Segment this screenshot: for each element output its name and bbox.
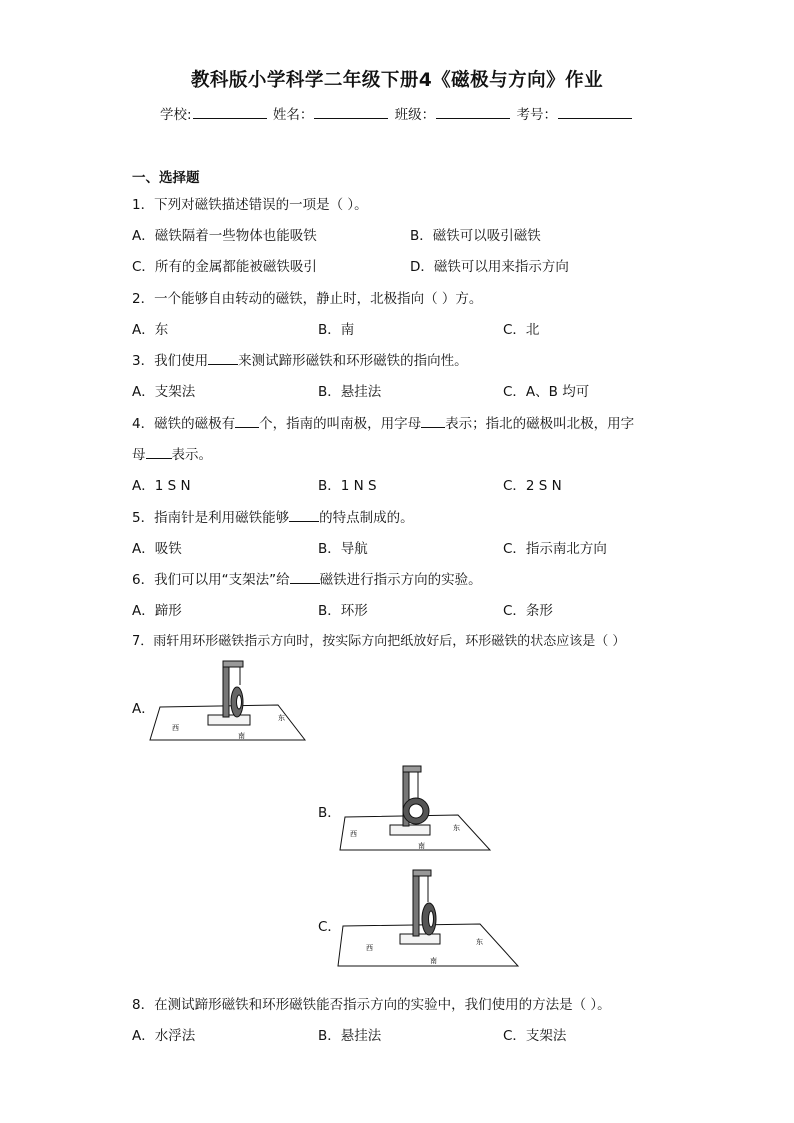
question-5-stem — [132, 506, 414, 526]
q4-option-c[interactable]: C．2 S N — [503, 478, 562, 494]
q5-stem-start: 5．指南针是利用磁铁能够 — [132, 510, 290, 526]
q1-option-a[interactable]: A．磁铁隔着一些物体也能吸铁 — [132, 228, 317, 244]
page-title: 教科版小学科学二年级下册4《磁极与方向》作业 — [190, 70, 604, 91]
paper-mark-west: 西 — [172, 724, 179, 732]
q6-stem-start: 6．我们可以用“支架法”给 — [132, 572, 290, 588]
stand-post — [223, 661, 229, 717]
q5-option-b[interactable]: B．导航 — [318, 541, 368, 557]
paper-mark-east: 东 — [453, 824, 460, 832]
q7-option-c-label[interactable]: C． — [318, 919, 341, 935]
question-2-stem: 2．一个能够自由转动的磁铁，静止时，北极指向（ ）方。 — [132, 291, 483, 307]
q6-answer-blank[interactable] — [290, 571, 320, 584]
q3-answer-blank[interactable] — [208, 352, 238, 365]
class-label: 班级： — [394, 107, 436, 123]
q4-blank-2[interactable] — [421, 415, 445, 428]
q7-figure-c[interactable] — [338, 866, 523, 976]
question-1-stem: 1．下列对磁铁描述错误的一项是（ ）。 — [132, 197, 368, 213]
question-4-stem-line-1 — [132, 412, 634, 432]
q7-option-b-label[interactable]: B． — [318, 805, 341, 821]
stand-arm — [413, 870, 431, 876]
q7-option-a-label[interactable]: A． — [132, 701, 155, 717]
question-4-stem-line-2 — [132, 443, 212, 463]
q3-stem-end: 来测试蹄形磁铁和环形磁铁的指向性。 — [238, 353, 468, 369]
q4-stem-part-5: 表示。 — [171, 447, 212, 463]
q4-stem-part-4: 母 — [132, 447, 146, 463]
stand-base — [390, 825, 430, 835]
q2-option-b[interactable]: B．南 — [318, 322, 355, 338]
school-label: 学校: — [160, 107, 192, 123]
q5-option-a[interactable]: A．吸铁 — [132, 541, 182, 557]
class-blank[interactable] — [436, 106, 510, 119]
paper-mark-east: 东 — [278, 714, 285, 722]
stand-arm — [403, 766, 421, 772]
q3-stem-start: 3．我们使用 — [132, 353, 209, 369]
ring-magnet-hole — [429, 911, 434, 927]
q3-option-b[interactable]: B．悬挂法 — [318, 384, 382, 400]
q2-option-c[interactable]: C．北 — [503, 322, 540, 338]
q6-option-b[interactable]: B．环形 — [318, 603, 368, 619]
school-blank[interactable] — [193, 106, 267, 119]
student-info-line — [0, 103, 794, 123]
q6-option-a[interactable]: A．蹄形 — [132, 603, 182, 619]
paper-mark-south: 南 — [430, 957, 437, 965]
q8-option-c[interactable]: C．支架法 — [503, 1028, 567, 1044]
stand-arm — [223, 661, 243, 667]
exam-no-blank[interactable] — [558, 106, 632, 119]
ring-magnet-hole — [409, 804, 423, 818]
q1-option-b[interactable]: B．磁铁可以吸引磁铁 — [410, 228, 541, 244]
paper-mark-east: 东 — [476, 938, 483, 946]
paper-mark-west: 西 — [350, 830, 357, 838]
q7-figure-b[interactable] — [340, 762, 495, 857]
exam-no-label: 考号： — [516, 107, 557, 123]
paper-mark-south: 南 — [418, 842, 425, 850]
question-7-stem: 7．雨轩用环形磁铁指示方向时，按实际方向把纸放好后，环形磁铁的状态应该是（ ） — [132, 634, 626, 649]
q4-option-b[interactable]: B．1 N S — [318, 478, 377, 494]
q7-figure-a[interactable] — [150, 655, 325, 747]
question-3-stem — [132, 349, 468, 369]
q3-option-a[interactable]: A．支架法 — [132, 384, 196, 400]
q4-option-a[interactable]: A．1 S N — [132, 478, 191, 494]
paper-mark-south: 南 — [238, 732, 245, 740]
q4-stem-part-2: 个，指南的叫南极，用字母 — [259, 416, 422, 432]
q5-option-c[interactable]: C．指示南北方向 — [503, 541, 607, 557]
stand-base — [400, 934, 440, 944]
q5-answer-blank[interactable] — [289, 509, 319, 522]
q1-option-d[interactable]: D．磁铁可以用来指示方向 — [410, 259, 569, 275]
q1-option-c[interactable]: C．所有的金属都能被磁铁吸引 — [132, 259, 317, 275]
name-blank[interactable] — [314, 106, 388, 119]
section-heading: 一、选择题 — [132, 170, 200, 186]
q8-option-a[interactable]: A．水浮法 — [132, 1028, 196, 1044]
stand-post — [413, 870, 419, 936]
q6-option-c[interactable]: C．条形 — [503, 603, 553, 619]
question-8-stem: 8．在测试蹄形磁铁和环形磁铁能否指示方向的实验中，我们使用的方法是（ ）。 — [132, 997, 611, 1013]
paper-mark-west: 西 — [366, 944, 373, 952]
q8-option-b[interactable]: B．悬挂法 — [318, 1028, 382, 1044]
q5-stem-end: 的特点制成的。 — [319, 510, 414, 526]
q4-stem-part-1: 4．磁铁的磁极有 — [132, 416, 236, 432]
ring-magnet-hole — [237, 695, 242, 709]
name-label: 姓名： — [272, 107, 314, 123]
question-6-stem — [132, 568, 482, 588]
q4-blank-1[interactable] — [235, 415, 259, 428]
q3-option-c[interactable]: C．A、B 均可 — [503, 384, 590, 400]
q4-stem-part-3: 表示；指北的磁极叫北极，用字 — [445, 416, 635, 432]
q2-option-a[interactable]: A．东 — [132, 322, 169, 338]
q4-blank-3[interactable] — [146, 446, 172, 459]
q6-stem-end: 磁铁进行指示方向的实验。 — [319, 572, 482, 588]
